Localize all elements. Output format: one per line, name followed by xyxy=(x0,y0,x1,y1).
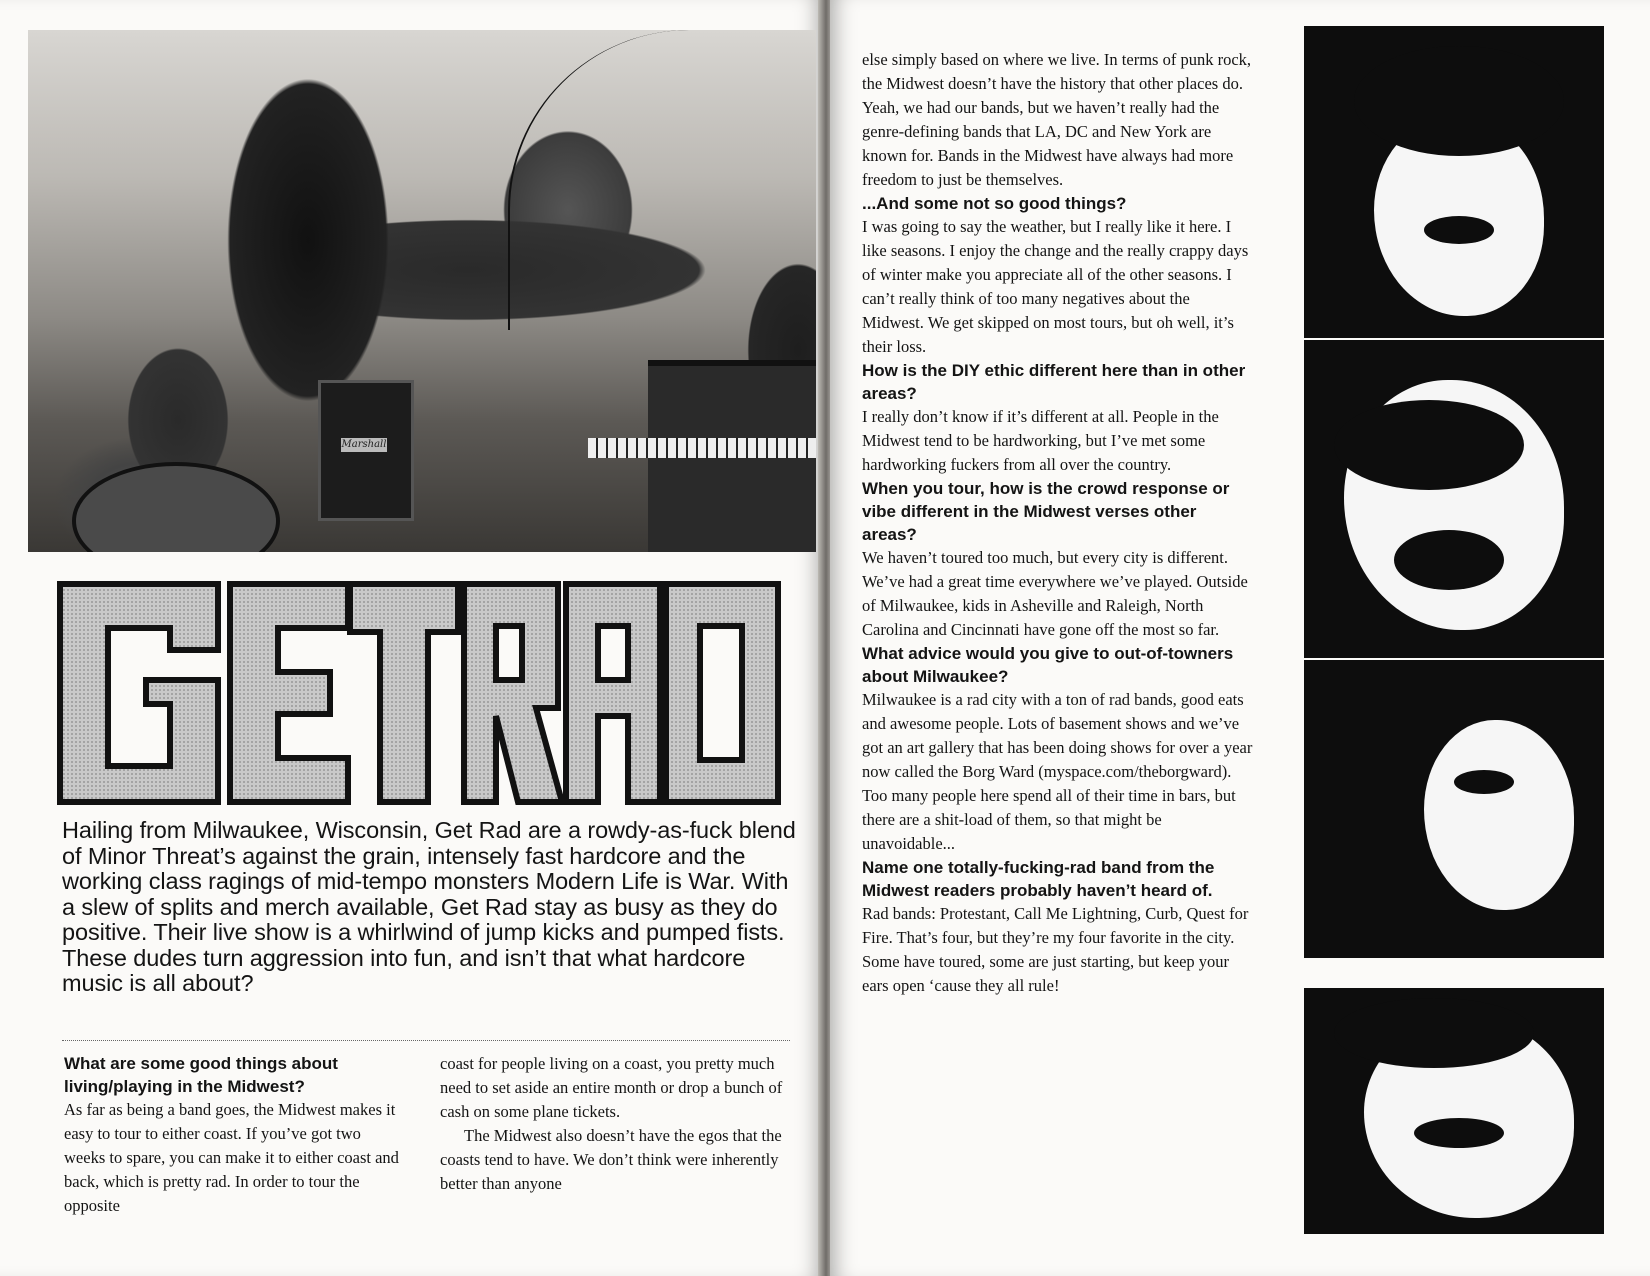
band-portraits xyxy=(1304,26,1604,1246)
mic-cable xyxy=(508,30,810,330)
question-4: When you tour, how is the crowd response or vibe different in the Midwest verses other areas? xyxy=(862,479,1230,544)
column-1 xyxy=(64,1052,404,1218)
answer-4: We haven’t toured too much, but every city is different. We’ve had a great time everywhere we’ve played. Outside of Milwaukee, kids in Asheville and Raleigh, North Carolina and Cincinnati have gone off the most so far. xyxy=(862,548,1248,639)
right-page xyxy=(830,0,1650,1276)
answer-2: I was going to say the weather, but I really like it here. I like seasons. I enjoy the change and the really crappy days of winter make you appreciate all of the other seasons. I can’t really think of too many negatives about the Midwest. We get skipped on most tours, but oh well, it’s their loss. xyxy=(862,217,1249,356)
band-live-photo xyxy=(28,30,816,552)
logo-lettering xyxy=(50,576,804,810)
portrait-4 xyxy=(1304,988,1604,1234)
portrait-1-mouth xyxy=(1424,216,1494,244)
answer-5: Milwaukee is a rad city with a ton of rad bands, good eats and awesome people. Lots of basement shows and we’ve got an art gallery that has been doing shows for over a year now called the Borg Ward (myspace.com/theborgward). Too many people here spend all of their time in bars, but there are a shit-load of them, so that might be unavoidable... xyxy=(862,690,1253,853)
portrait-4-mouth xyxy=(1414,1118,1504,1148)
portrait-2-shadow xyxy=(1394,530,1504,590)
question-5: What advice would you give to out-of-towners about Milwaukee? xyxy=(862,644,1234,686)
portrait-2 xyxy=(1304,340,1604,658)
answer-1-end: else simply based on where we live. In terms of punk rock, the Midwest doesn’t have the history that other places do. Yeah, we had our bands, but we haven’t really had the genre-defining bands that LA, DC and New York are known for. Bands in the Midwest have always had more freedom to just be themselves. xyxy=(862,50,1252,189)
portrait-1-beanie xyxy=(1354,46,1564,156)
portrait-3-face xyxy=(1424,720,1574,910)
question-6: Name one totally-fucking-rad band from the Midwest readers probably haven’t heard of. xyxy=(862,858,1215,900)
portrait-3 xyxy=(1304,660,1604,958)
question-3: How is the DIY ethic different here than in other areas? xyxy=(862,361,1246,403)
guitar-amp xyxy=(318,380,414,521)
portrait-4-cap xyxy=(1334,998,1534,1068)
get-rad-logo xyxy=(50,576,804,810)
answer-1-paragraph-2: The Midwest also doesn’t have the egos that the coasts tend to have. We don’t think were inherently better than anyone xyxy=(440,1126,782,1193)
column-3 xyxy=(862,48,1254,998)
answer-1: As far as being a band goes, the Midwest makes it easy to tour to either coast. If you’ve got two weeks to spare, you can make it to either coast and back, which is pretty rad. In order to tour the opposite xyxy=(64,1100,399,1215)
portrait-3-eyes xyxy=(1454,770,1514,794)
left-page xyxy=(0,0,822,1276)
bass-drum xyxy=(72,462,280,552)
portrait-2-hand xyxy=(1334,400,1524,490)
intro-paragraph: Hailing from Milwaukee, Wisconsin, Get Rad are a rowdy-as-fuck blend of Minor Threat’s against the grain, intensely fast hardcore and the working class ragings of mid-tempo monsters Modern Life is War. With a slew of splits and merch available, Get Rad stay as busy as they do positive. Their live show is a whirlwind of jump kicks and pumped fists. These dudes turn aggression into fun, and isn’t that what hardcore music is all about? xyxy=(62,817,796,996)
portrait-1 xyxy=(1304,26,1604,338)
answer-6: Rad bands: Protestant, Call Me Lightning, Curb, Quest for Fire. That’s four, but they’re my four favorite in the city. Some have toured, some are just starting, but keep your ears open ‘cause they all rule! xyxy=(862,904,1249,995)
amp-logo: Marshall xyxy=(341,439,387,450)
column-2 xyxy=(440,1052,790,1196)
section-divider xyxy=(62,1040,790,1041)
answer-3: I really don’t know if it’s different at all. People in the Midwest tend to be hardworking, but I’ve met some hardworking fuckers from all over the country. xyxy=(862,407,1219,474)
answer-1-continued: coast for people living on a coast, you pretty much need to set aside an entire month or drop a bunch of cash on some plane tickets. xyxy=(440,1054,783,1121)
piano-keys xyxy=(588,438,816,458)
logo-text xyxy=(50,576,51,577)
question-2: ...And some not so good things? xyxy=(862,194,1127,213)
question-1: What are some good things about living/playing in the Midwest? xyxy=(64,1054,338,1096)
